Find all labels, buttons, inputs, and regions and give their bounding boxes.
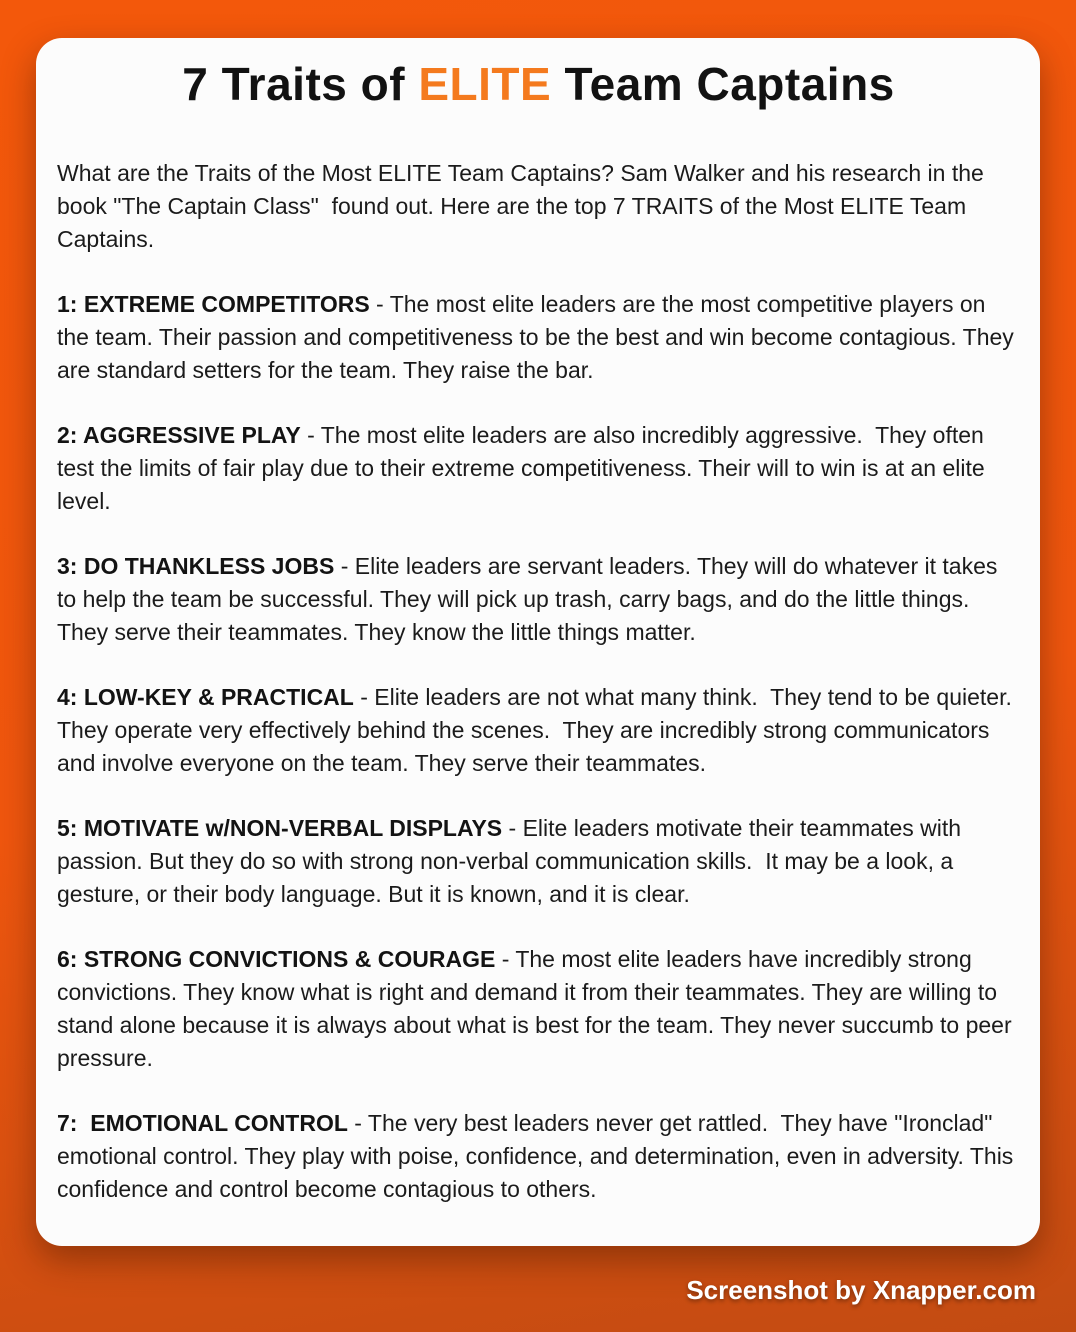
trait-7-heading: 7: EMOTIONAL CONTROL (57, 1110, 348, 1136)
trait-5-heading: 5: MOTIVATE w/NON-VERBAL DISPLAYS (57, 815, 503, 841)
trait-paragraph-1 (57, 288, 1020, 387)
trait-paragraph-5 (57, 812, 1020, 911)
trait-paragraph-4 (57, 681, 1020, 780)
intro-paragraph: What are the Traits of the Most ELITE Team Captains? Sam Walker and his research in the book "The Captain Class" found out. Here are the top 7 TRAITS of the Most ELITE Team Captains. (57, 160, 991, 252)
content-card (36, 38, 1040, 1246)
trait-3-body: - Elite leaders are servant leaders. They will do whatever it takes to help the team be successful. They will pick up trash, carry bags, and do the little things. They serve their teammates. They know the little things matter. (57, 553, 1004, 645)
title-highlight: ELITE (418, 58, 552, 110)
trait-paragraph-6 (57, 943, 1020, 1075)
trait-6-heading: 6: STRONG CONVICTIONS & COURAGE (57, 946, 496, 972)
trait-6-body: - The most elite leaders have incredibly strong convictions. They know what is right and demand it from their teammates. They are willing to stand alone because it is always about what is best for the team. They never succumb to peer pressure. (57, 946, 1018, 1071)
trait-1-body: - The most elite leaders are the most competitive players on the team. Their passion and competitiveness to be the best and win become contagious. They are standard setters for the team. They raise the bar. (57, 291, 1021, 383)
trait-1-heading: 1: EXTREME COMPETITORS (57, 291, 370, 317)
title-suffix: Team Captains (551, 58, 895, 110)
trait-2-heading: 2: AGGRESSIVE PLAY (57, 422, 301, 448)
footer-credit: Screenshot by Xnapper.com (686, 1275, 1036, 1305)
trait-7-body: - The very best leaders never get rattled. They have "Ironclad" emotional control. They play with poise, confidence, and determination, even in adversity. This confidence and control become contagious to others. (57, 1110, 1020, 1202)
trait-paragraph-7 (57, 1107, 1020, 1206)
trait-4-body: - Elite leaders are not what many think. They tend to be quieter. They operate very effectively behind the scenes. They are incredibly strong communicators and involve everyone on the team. They serve their teammates. (57, 684, 1018, 776)
trait-4-heading: 4: LOW-KEY & PRACTICAL (57, 684, 354, 710)
trait-paragraph-3 (57, 550, 1020, 649)
trait-3-heading: 3: DO THANKLESS JOBS (57, 553, 335, 579)
title-prefix: 7 Traits of (182, 58, 419, 110)
trait-5-body: - Elite leaders motivate their teammates with passion. But they do so with strong non-verbal communication skills. It may be a look, a gesture, or their body language. But it is known, and it is clear. (57, 815, 968, 907)
trait-2-body: - The most elite leaders are also incredibly aggressive. They often test the limits of fair play due to their extreme competitiveness. Their will to win is at an elite level. (57, 422, 992, 514)
trait-paragraph-2 (57, 419, 1020, 518)
page-title (57, 54, 1020, 114)
